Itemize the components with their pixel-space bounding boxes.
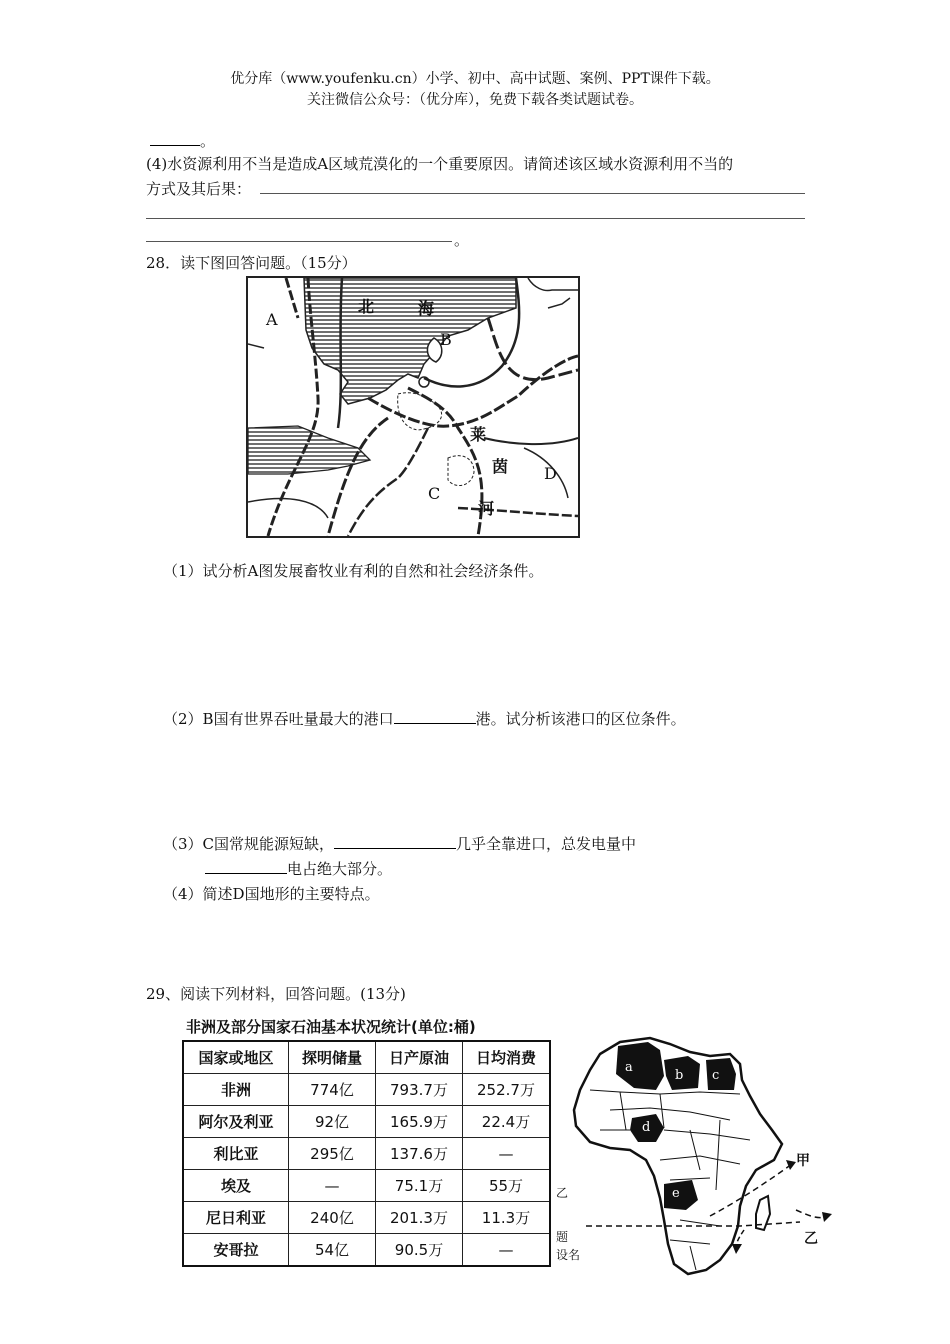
blank — [205, 872, 287, 874]
map-label-yin: 茵 — [492, 457, 509, 476]
map-label-B: B — [440, 330, 452, 349]
q27-tail-blank: 。 — [150, 130, 215, 151]
europe-map-drawing — [248, 278, 578, 536]
edge-fragment: 乙 — [556, 1186, 569, 1200]
africa-label-a: a — [625, 1060, 633, 1075]
q28-title: 28．读下图回答问题。（15分） — [146, 254, 357, 272]
blank — [394, 722, 476, 724]
answer-line — [146, 241, 452, 242]
q29-title: 29、阅读下列材料，回答问题。(13分) — [146, 985, 406, 1003]
edge-fragment: 设名 — [556, 1248, 581, 1262]
table-title: 非洲及部分国家石油基本状况统计(单位:桶) — [186, 1018, 476, 1036]
answer-line — [146, 218, 805, 219]
col-header: 探明储量 — [289, 1041, 376, 1074]
q28-sub3-cont: 电占绝大部分。 — [205, 858, 392, 879]
table-row: 安哥拉 54亿 90.5万 — — [183, 1234, 550, 1267]
q27-p4-end: 。 — [454, 231, 470, 249]
col-header: 日产原油 — [376, 1041, 463, 1074]
africa-label-jia: 甲 — [796, 1153, 810, 1169]
oil-table — [182, 1040, 551, 1267]
table-row: 利比亚 295亿 137.6万 — — [183, 1138, 550, 1170]
q27-p4-line1: (4)水资源利用不当是造成A区域荒漠化的一个重要原因。请简述该区域水资源利用不当的 — [146, 155, 734, 173]
answer-line — [260, 193, 805, 194]
map-label-C: C — [428, 484, 441, 503]
header-line-2: 关注微信公众号：（优分库），免费下载各类试题试卷。 — [307, 92, 643, 108]
col-header: 日均消费 — [463, 1041, 551, 1074]
map-label-A: A — [266, 310, 278, 329]
map-label-lai: 莱 — [470, 425, 487, 444]
q28-sub4: （4）简述D国地形的主要特点。 — [163, 885, 380, 903]
q28-sub2: （2）B国有世界吞吐量最大的港口 港。试分析该港口的区位条件。 — [163, 710, 686, 728]
europe-map — [246, 276, 580, 538]
blank — [334, 847, 456, 849]
africa-label-d: d — [642, 1120, 651, 1135]
africa-label-e: e — [672, 1186, 680, 1201]
map-label-D: D — [544, 464, 557, 483]
map-label-north: 北 — [358, 297, 375, 316]
q28-sub3: （3）C国常规能源短缺， 几乎全靠进口，总发电量中 — [163, 835, 637, 853]
map-label-sea: 海 — [418, 299, 435, 318]
africa-label-yi: 乙 — [804, 1231, 818, 1247]
table-row: 尼日利亚 240亿 201.3万 11.3万 — [183, 1202, 550, 1234]
africa-map — [560, 1030, 845, 1292]
map-label-he: 河 — [478, 499, 495, 518]
table-header-row — [183, 1041, 550, 1074]
col-header: 国家或地区 — [183, 1041, 289, 1074]
q27-p4-line2: 方式及其后果： — [146, 180, 252, 198]
q28-sub1: （1）试分析A图发展畜牧业有利的自然和社会经济条件。 — [163, 562, 544, 580]
header-line-1: 优分库（www.youfenku.cn）小学、初中、高中试题、案例、PPT课件下载。 — [230, 71, 720, 87]
table-row: 埃及 — 75.1万 55万 — [183, 1170, 550, 1202]
africa-label-c: c — [712, 1068, 720, 1083]
table-row: 阿尔及利亚 92亿 165.9万 22.4万 — [183, 1106, 550, 1138]
edge-fragment: 题 — [556, 1230, 569, 1244]
africa-label-b: b — [675, 1068, 684, 1083]
table-row: 非洲 774亿 793.7万 252.7万 — [183, 1074, 550, 1106]
